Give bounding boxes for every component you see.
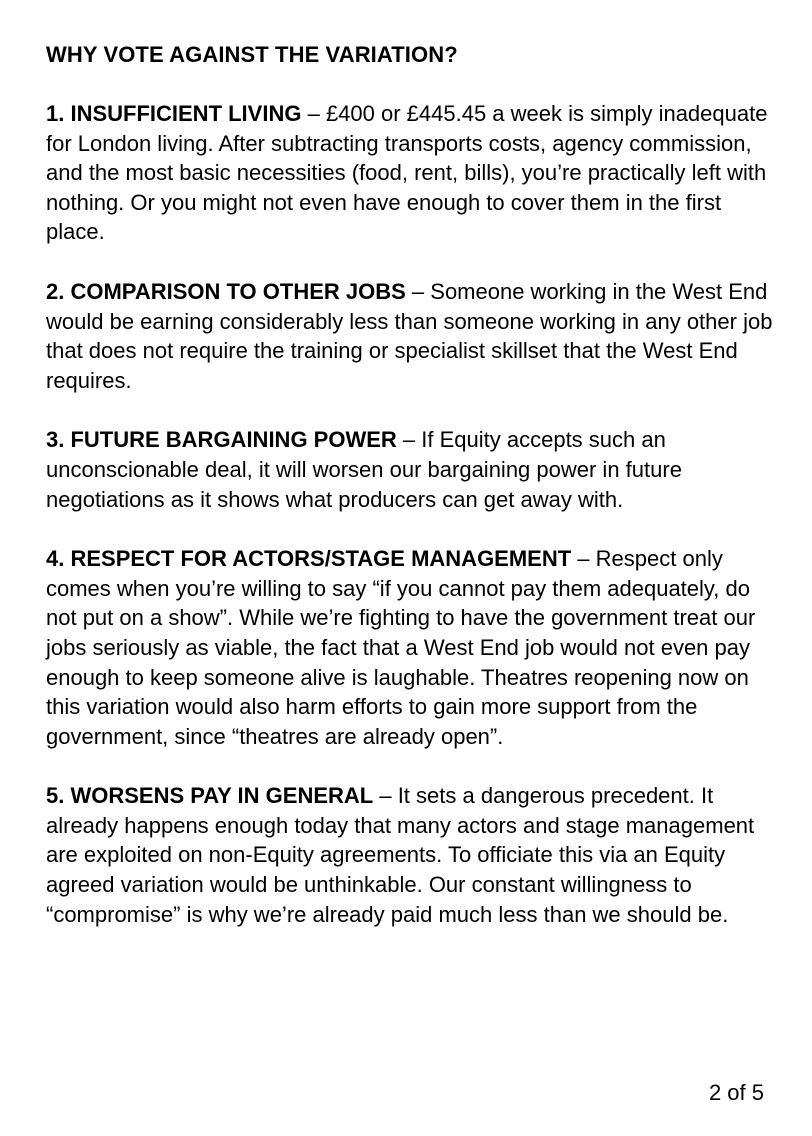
document-heading: WHY VOTE AGAINST THE VARIATION? [46, 42, 458, 67]
point-title: 1. INSUFFICIENT LIVING [46, 101, 302, 126]
point-separator: – [405, 278, 431, 304]
point-body: Someone working in the West End would be earning considerably less than someone working in any other job that does not require the training or specialist skillset that the West End requires. [46, 278, 773, 393]
point-separator: – [571, 546, 596, 572]
point-separator: – [396, 427, 422, 453]
document-page [46, 40, 776, 959]
point-title: 2. COMPARISON TO OTHER JOBS [46, 278, 406, 304]
page-number: 2 of 5 [708, 1080, 764, 1105]
point-insufficient-living [46, 99, 776, 247]
point-title: 3. FUTURE BARGAINING POWER [46, 427, 397, 453]
point-respect-for-actors [46, 544, 776, 751]
point-future-bargaining-power [46, 425, 776, 514]
point-separator: – [373, 783, 398, 809]
point-title: 4. RESPECT FOR ACTORS/STAGE MANAGEMENT [46, 546, 572, 572]
point-separator: – [301, 101, 326, 126]
point-comparison-to-other-jobs [46, 277, 776, 395]
point-title: 5. WORSENS PAY IN GENERAL [46, 783, 374, 809]
point-body: If Equity accepts such an unconscionable deal, it will worsen our bargaining power in future negotiations as it shows what producers can get away with. [46, 427, 682, 512]
point-body: £400 or £445.45 a week is simply inadequate for London living. After subtracting transports costs, agency commission, and the most basic necessities (food, rent, bills), you’re practically left with nothing. Or you might not even have enough to cover them in the first place. [46, 101, 768, 245]
point-body: It sets a dangerous precedent. It already happens enough today that many actors and stage management are exploited on non-Equity agreements. To officiate this via an Equity agreed variation would be unthinkable. Our constant willingness to “compromise” is why we’re already paid much less than we should be. [46, 783, 755, 927]
point-body: Respect only comes when you’re willing to say “if you cannot pay them adequately, do not put on a show”. While we’re fighting to have the government treat our jobs seriously as viable, the fact that a West End job would not even pay enough to keep someone alive is laughable. Theatres reopening now on this variation would also harm efforts to gain more support from the government, since “theatres are already open”. [46, 546, 756, 749]
point-worsens-pay [46, 781, 776, 929]
